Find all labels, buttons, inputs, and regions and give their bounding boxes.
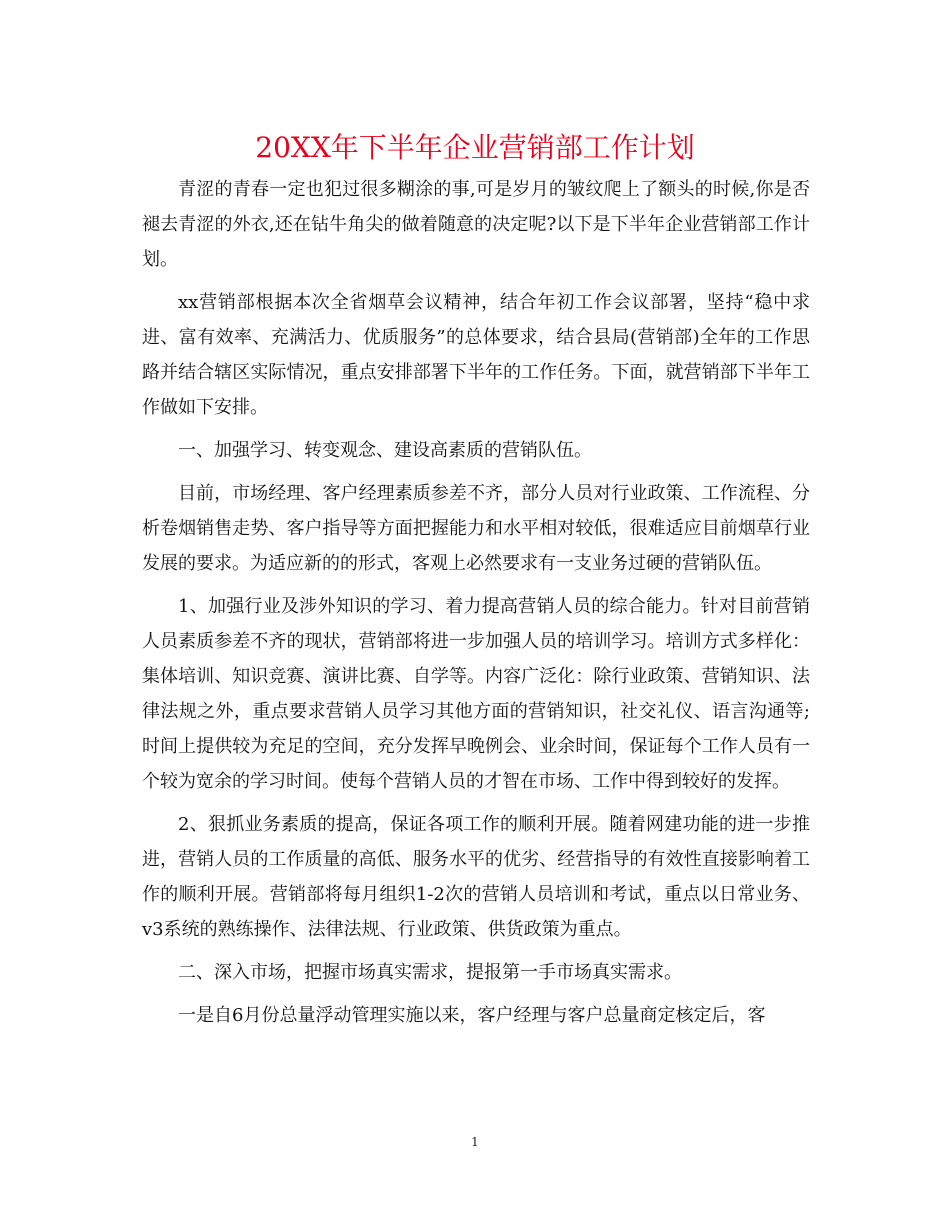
paragraph-item-2: 2、狠抓业务素质的提高，保证各项工作的顺利开展。随着网建功能的进一步推进，营销人员的工作质量的高低、服务水平的优劣、经营指导的有效性直接影响着工作的顺利开展。营销部将每月组织1-2次的营销人员培训和考试，重点以日常业务、v3系统的熟练操作、法律法规、行业政策、供货政策为重点。 bbox=[142, 814, 810, 940]
paragraph-item-1: 1、加强行业及涉外知识的学习、着力提高营销人员的综合能力。针对目前营销人员素质参差不齐的现状，营销部将进一步加强人员的培训学习。培训方式多样化：集体培训、知识竞赛、演讲比赛、自学等。内容广泛化：除行业政策、营销知识、法律法规之外，重点要求营销人员学习其他方面的营销知识，社交礼仪、语言沟通等;时间上提供较为充足的空间，充分发挥早晚例会、业余时间，保证每个工作人员有一个较为宽余的学习时间。使每个营销人员的才智在市场、工作中得到较好的发挥。 bbox=[142, 596, 810, 792]
paragraph-current-status: 目前，市场经理、客户经理素质参差不齐，部分人员对行业政策、工作流程、分析卷烟销售走势、客户指导等方面把握能力和水平相对较低，很难适应目前烟草行业发展的要求。为适应新的的形式，客观上必然要求有一支业务过硬的营销队伍。 bbox=[142, 483, 810, 574]
document-title: 20XX年下半年企业营销部工作计划 bbox=[255, 131, 695, 164]
paragraph-market-1: 一是自6月份总量浮动管理实施以来，客户经理与客户总量商定核定后，客 bbox=[178, 1005, 766, 1026]
page-number: 1 bbox=[471, 1135, 479, 1149]
section-heading-1: 一、加强学习、转变观念、建设高素质的营销队伍。 bbox=[178, 440, 592, 461]
paragraph-intro: 青涩的青春一定也犯过很多糊涂的事,可是岁月的皱纹爬上了额头的时候,你是否褪去青涩的外衣,还在钻牛角尖的做着随意的决定呢?以下是下半年企业营销部工作计划。 bbox=[142, 179, 810, 270]
paragraph-overview: xx营销部根据本次全省烟草会议精神，结合年初工作会议部署，坚持“稳中求进、富有效率、充满活力、优质服务”的总体要求，结合县局(营销部)全年的工作思路并结合辖区实际情况，重点安排部署下半年的工作任务。下面，就营销部下半年工作做如下安排。 bbox=[142, 292, 810, 418]
document-body bbox=[142, 172, 810, 1041]
section-heading-2: 二、深入市场，把握市场真实需求，提报第一手市场真实需求。 bbox=[178, 962, 682, 983]
